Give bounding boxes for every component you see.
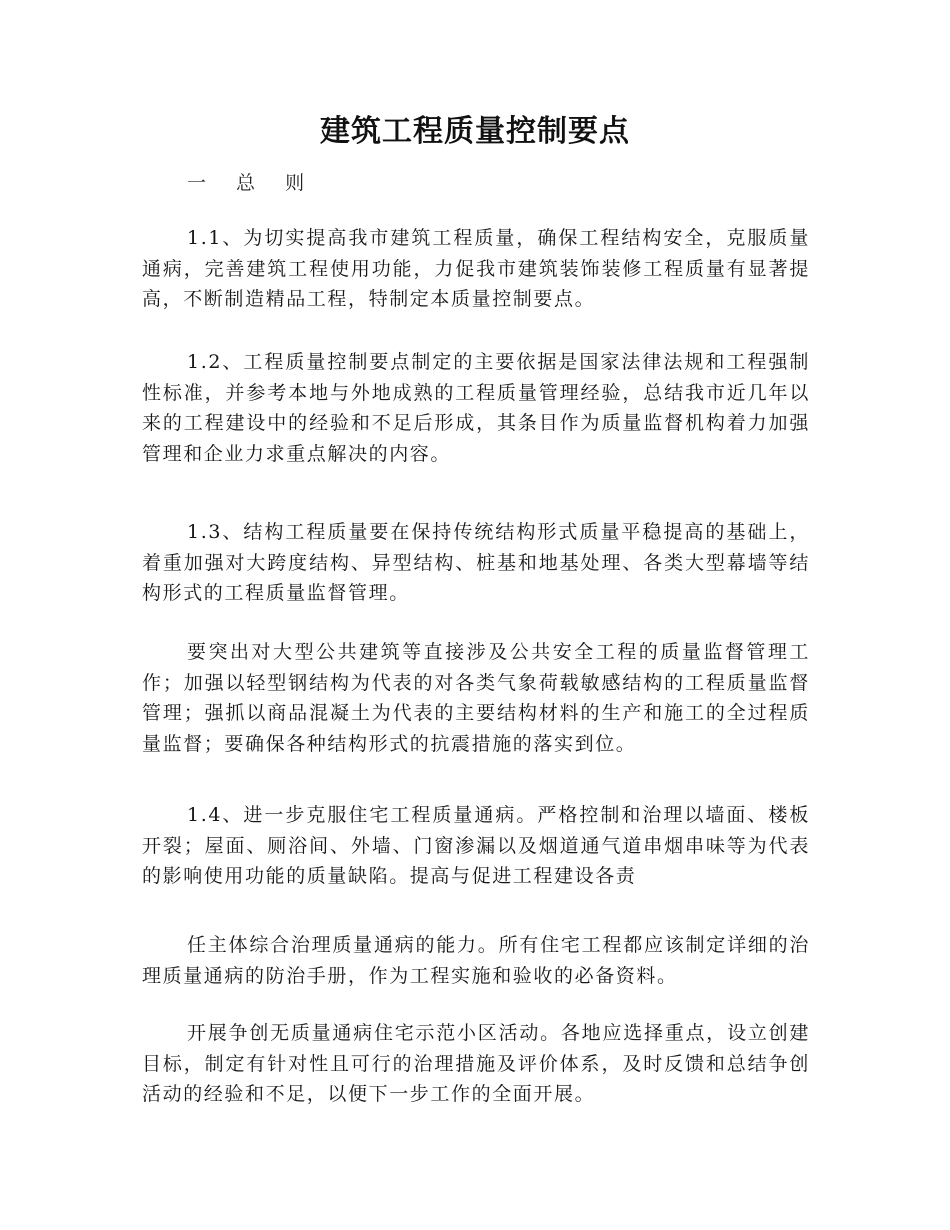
paragraph-1-3: 1.3、结构工程质量要在保持传统结构形式质量平稳提高的基础上，着重加强对大跨度结构、异型结构、桩基和地基处理、各类大型幕墙等结构形式的工程质量监督管理。 <box>142 521 810 604</box>
paragraph-public-safety: 要突出对大型公共建筑等直接涉及公共安全工程的质量监督管理工作；加强以轻型钢结构为代表的对各类气象荷载敏感结构的工程质量监督管理；强抓以商品混凝土为代表的主要结构材料的生产和施工的全过程质量监督；要确保各种结构形式的抗震措施的落实到位。 <box>142 641 810 755</box>
paragraph-1-4: 1.4、进一步克服住宅工程质量通病。严格控制和治理以墙面、楼板开裂；屋面、厕浴间、外墙、门窗渗漏以及烟道通气道串烟串味等为代表的影响使用功能的质量缺陷。提高与促进工程建设各责 <box>142 804 810 887</box>
document-title: 建筑工程质量控制要点 <box>320 114 630 149</box>
paragraph-demo-community: 开展争创无质量通病住宅示范小区活动。各地应选择重点，设立创建目标，制定有针对性且可行的治理措施及评价体系，及时反馈和总结争创活动的经验和不足，以便下一步工作的全面开展。 <box>142 1022 810 1105</box>
paragraph-responsibility: 任主体综合治理质量通病的能力。所有住宅工程都应该制定详细的治理质量通病的防治手册，作为工程实施和验收的必备资料。 <box>142 934 810 987</box>
paragraph-1-1: 1.1、为切实提高我市建筑工程质量，确保工程结构安全，克服质量通病，完善建筑工程使用功能，力促我市建筑装饰装修工程质量有显著提高，不断制造精品工程，特制定本质量控制要点。 <box>142 227 810 310</box>
section-heading: 一 总 则 <box>187 172 317 194</box>
paragraph-1-2: 1.2、工程质量控制要点制定的主要依据是国家法律法规和工程强制性标准，并参考本地与外地成熟的工程质量管理经验，总结我市近几年以来的工程建设中的经验和不足后形成，其条目作为质量监督机构着力加强管理和企业力求重点解决的内容。 <box>142 351 810 465</box>
